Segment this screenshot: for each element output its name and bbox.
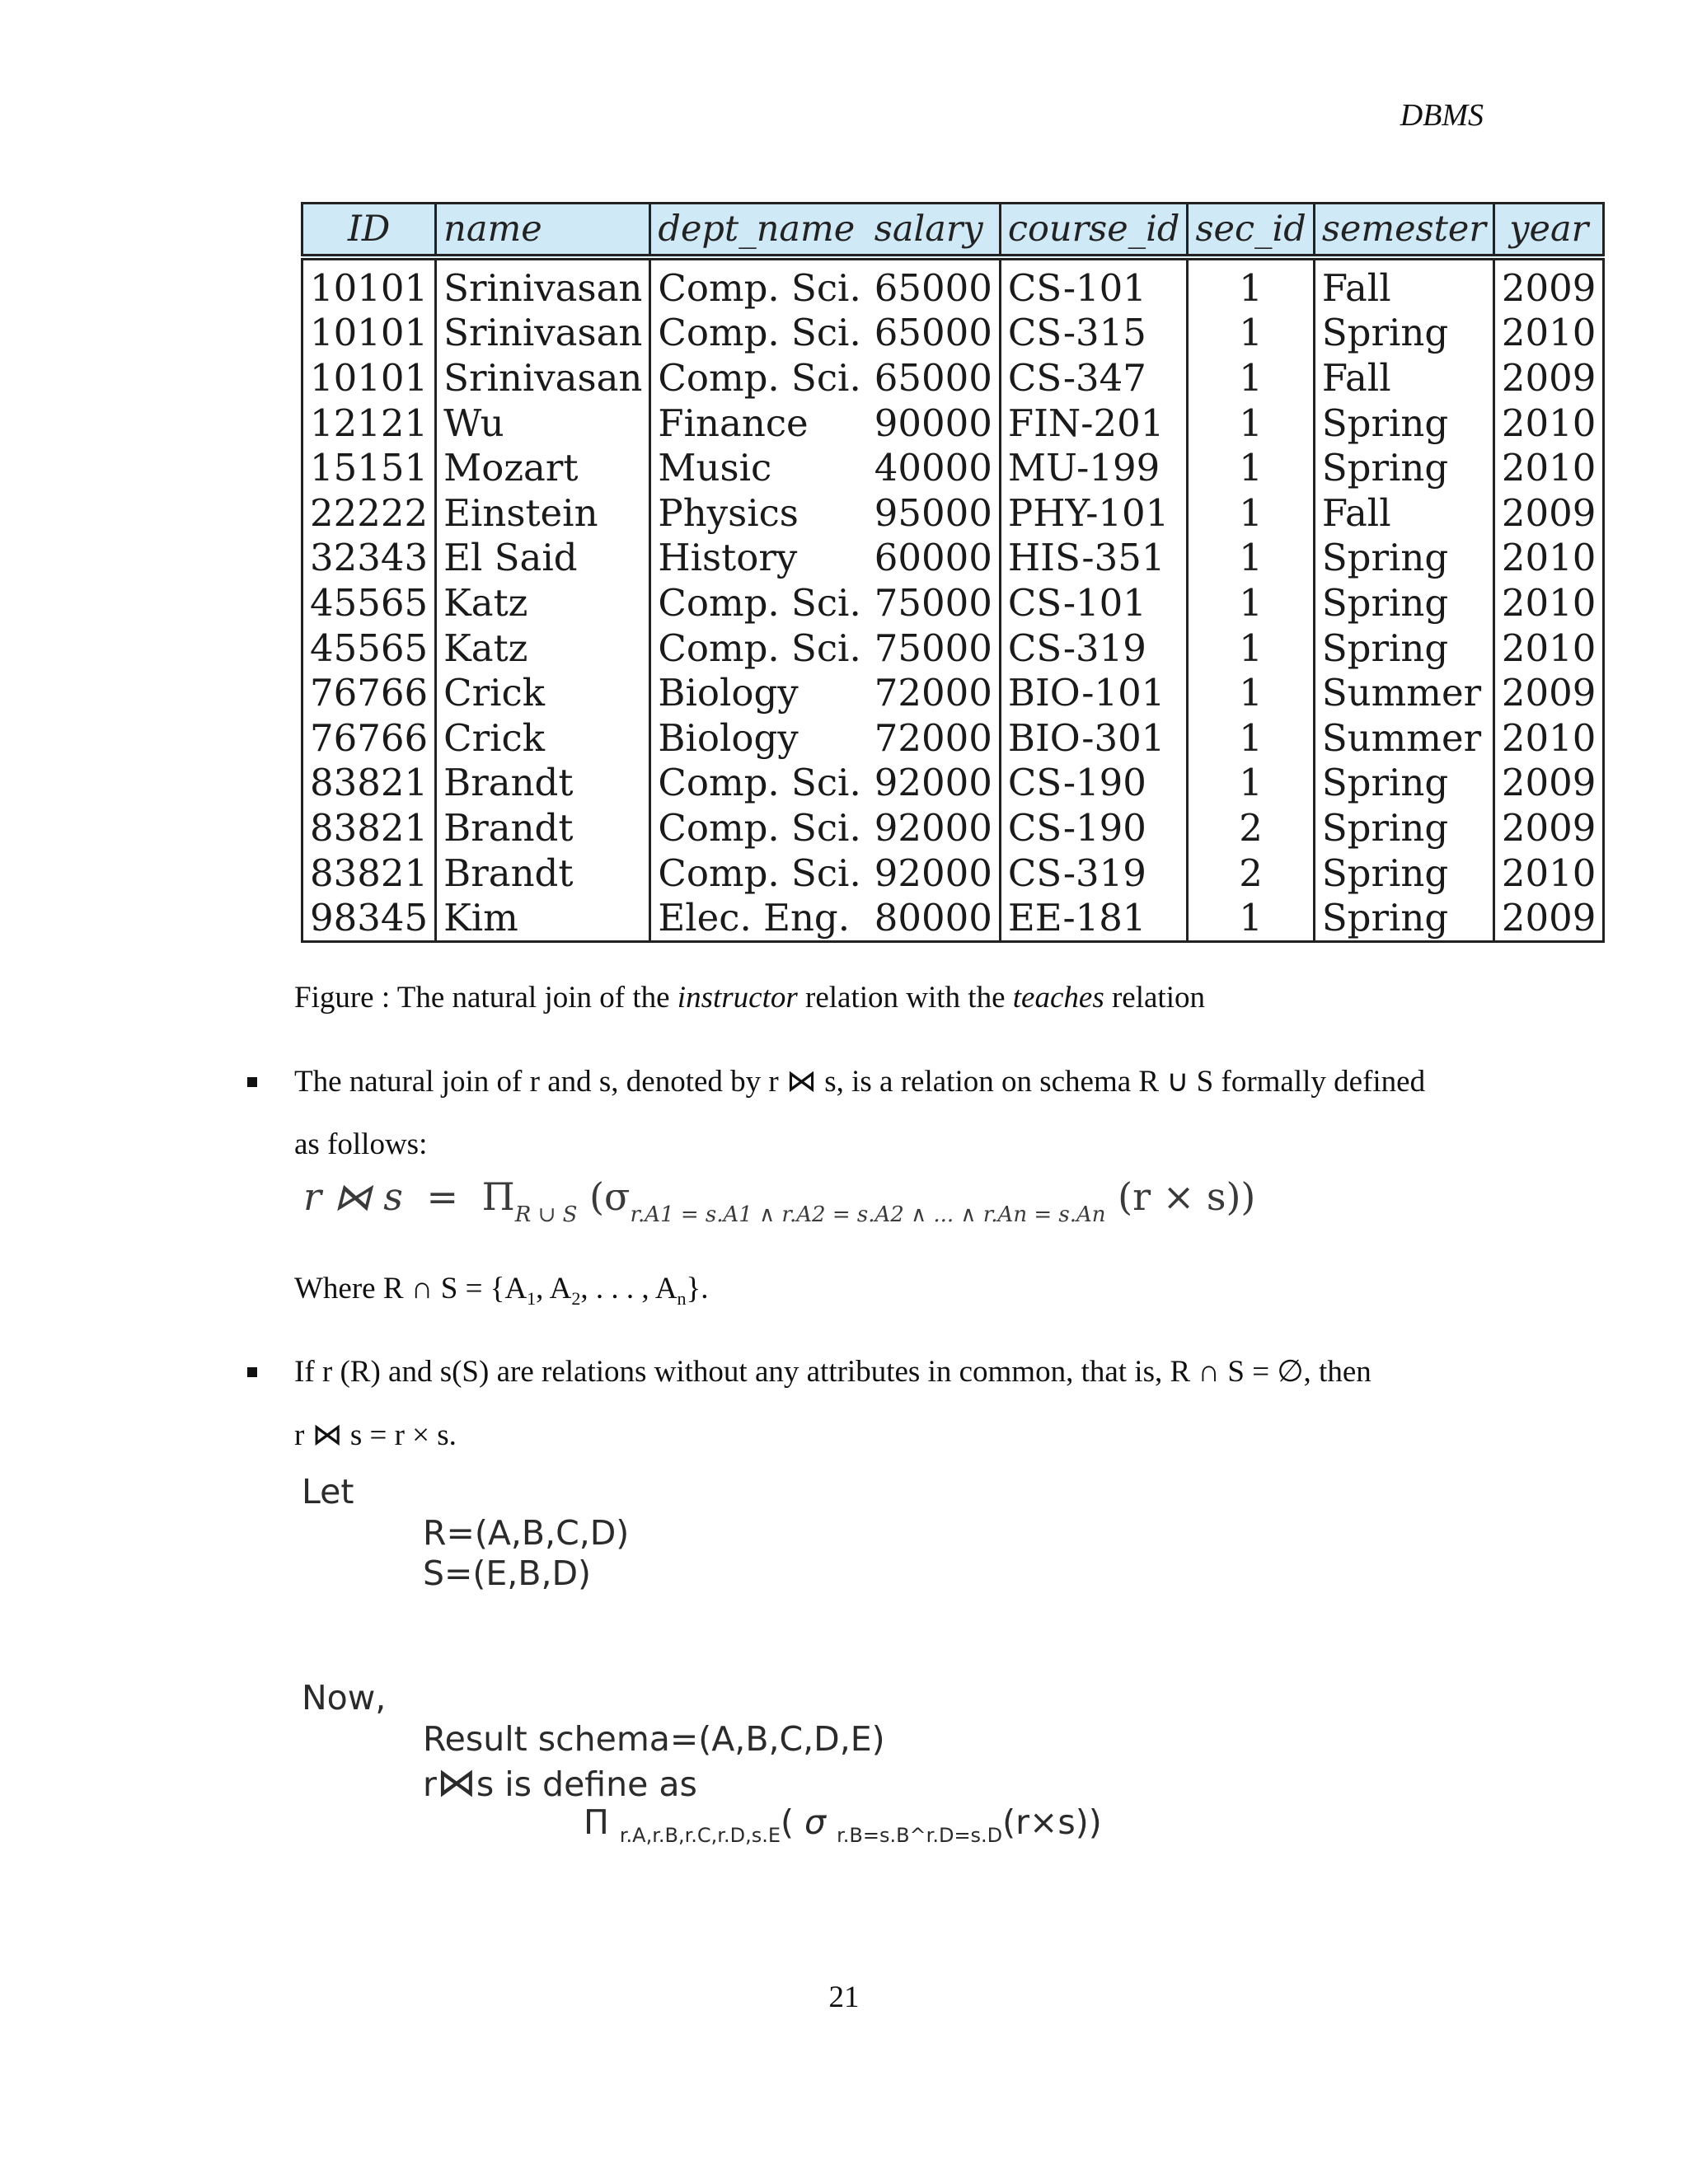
table-cell: Kim xyxy=(436,895,650,941)
example-r: r xyxy=(423,1765,437,1804)
table-cell: 1 xyxy=(1188,626,1314,671)
table-cell: 1 xyxy=(1188,445,1314,490)
table-row xyxy=(302,851,1604,896)
table-cell: Brandt xyxy=(436,761,650,806)
table-row xyxy=(302,580,1604,626)
table-cell: Comp. Sci. xyxy=(650,257,868,311)
table-row xyxy=(302,401,1604,446)
table-cell: 2009 xyxy=(1493,670,1604,715)
table-cell: Spring xyxy=(1314,536,1493,581)
caption-suffix: relation xyxy=(1104,981,1205,1015)
table-cell: 65000 xyxy=(868,257,1001,311)
where-prefix: Where R ∩ S = {A xyxy=(294,1272,528,1305)
example-open-paren: ( xyxy=(781,1802,794,1842)
table-cell: 83821 xyxy=(302,805,436,851)
where-sub-2: 2 xyxy=(571,1288,581,1309)
table-row xyxy=(302,311,1604,356)
table-cell: 98345 xyxy=(302,895,436,941)
table-cell: Biology xyxy=(650,670,868,715)
table-cell: 83821 xyxy=(302,851,436,896)
table-cell: Spring xyxy=(1314,401,1493,446)
table-cell: El Said xyxy=(436,536,650,581)
table-cell: BIO-301 xyxy=(1000,715,1188,761)
table-cell: 95000 xyxy=(868,490,1001,536)
table-cell: 1 xyxy=(1188,257,1314,311)
col-header-salary: salary xyxy=(868,204,1001,258)
table-cell: Einstein xyxy=(436,490,650,536)
table-cell: 1 xyxy=(1188,670,1314,715)
example-now: Now, xyxy=(302,1678,387,1718)
table-cell: 2010 xyxy=(1493,580,1604,626)
table-cell: Physics xyxy=(650,490,868,536)
where-line xyxy=(294,1273,709,1308)
table-cell: Spring xyxy=(1314,580,1493,626)
table-cell: 65000 xyxy=(868,355,1001,401)
caption-middle: relation with the xyxy=(797,981,1013,1015)
table-row xyxy=(302,626,1604,671)
table-cell: CS-101 xyxy=(1000,257,1188,311)
table-cell: 1 xyxy=(1188,536,1314,581)
table-cell: 2009 xyxy=(1493,895,1604,941)
table-cell: Srinivasan xyxy=(436,257,650,311)
table-cell: BIO-101 xyxy=(1000,670,1188,715)
table-cell: 40000 xyxy=(868,445,1001,490)
table-cell: 2010 xyxy=(1493,851,1604,896)
table-cell: Crick xyxy=(436,670,650,715)
natural-join-formula xyxy=(303,1174,1255,1227)
table-cell: 10101 xyxy=(302,311,436,356)
table-cell: 45565 xyxy=(302,626,436,671)
where-sub-n: n xyxy=(677,1288,687,1309)
table-cell: 65000 xyxy=(868,311,1001,356)
col-header-id: ID xyxy=(302,204,436,258)
table-cell: Katz xyxy=(436,580,650,626)
table-cell: FIN-201 xyxy=(1000,401,1188,446)
table-cell: 83821 xyxy=(302,761,436,806)
formula-equals: = xyxy=(426,1174,459,1219)
table-cell: 75000 xyxy=(868,626,1001,671)
table-cell: Spring xyxy=(1314,895,1493,941)
col-header-dept-name: dept_name xyxy=(650,204,868,258)
table-cell: 80000 xyxy=(868,895,1001,941)
table-cell: Biology xyxy=(650,715,868,761)
formula-lhs: r ⋈ s xyxy=(303,1174,403,1219)
table-cell: 2010 xyxy=(1493,445,1604,490)
table-cell: 1 xyxy=(1188,580,1314,626)
table-cell: 2010 xyxy=(1493,536,1604,581)
table-cell: 1 xyxy=(1188,895,1314,941)
example-expression xyxy=(584,1802,1102,1847)
bullet-2-line-1: If r (R) and s(S) are relations without any attributes in common, that is, R ∩ S = ∅, then xyxy=(294,1355,1372,1389)
table-cell: 2010 xyxy=(1493,626,1604,671)
table-cell: Comp. Sci. xyxy=(650,761,868,806)
table-cell: 76766 xyxy=(302,715,436,761)
table-cell: 10101 xyxy=(302,355,436,401)
col-header-name: name xyxy=(436,204,650,258)
table-cell: 10101 xyxy=(302,257,436,311)
example-result-schema: Result schema=(A,B,C,D,E) xyxy=(423,1719,885,1759)
table-row xyxy=(302,536,1604,581)
col-header-semester: semester xyxy=(1314,204,1493,258)
table-cell: 2 xyxy=(1188,851,1314,896)
table-cell: Comp. Sci. xyxy=(650,311,868,356)
table-cell: 92000 xyxy=(868,805,1001,851)
bullet-2-marker xyxy=(247,1367,257,1377)
example-pi-sub: r.A,r.B,r.C,r.D,s.E xyxy=(619,1824,781,1847)
table-cell: 60000 xyxy=(868,536,1001,581)
table-cell: Spring xyxy=(1314,626,1493,671)
table-cell: 2010 xyxy=(1493,311,1604,356)
table-body xyxy=(302,257,1604,941)
table-cell: Brandt xyxy=(436,851,650,896)
table-cell: Fall xyxy=(1314,490,1493,536)
where-mid-1: , A xyxy=(536,1272,572,1305)
table-cell: 2009 xyxy=(1493,490,1604,536)
example-pi: Π xyxy=(584,1802,609,1842)
table-cell: 1 xyxy=(1188,401,1314,446)
table-cell: MU-199 xyxy=(1000,445,1188,490)
table-cell: 92000 xyxy=(868,761,1001,806)
table-cell: CS-190 xyxy=(1000,761,1188,806)
table-row xyxy=(302,761,1604,806)
formula-sigma: σ xyxy=(604,1174,631,1219)
join-symbol-icon: ⋈ xyxy=(436,1760,476,1806)
example-define-text: s is define as xyxy=(476,1765,697,1804)
table-row xyxy=(302,355,1604,401)
table-cell: 1 xyxy=(1188,490,1314,536)
table-cell: Spring xyxy=(1314,761,1493,806)
formula-args: (r × s)) xyxy=(1118,1174,1256,1219)
table-cell: Spring xyxy=(1314,851,1493,896)
table-cell: Summer xyxy=(1314,715,1493,761)
table-cell: Srinivasan xyxy=(436,311,650,356)
bullet-1-line-1: The natural join of r and s, denoted by r ⋈ s, is a relation on schema R ∪ S formally defined xyxy=(294,1065,1426,1099)
where-mid-2: , . . . , A xyxy=(580,1272,678,1305)
caption-instructor: instructor xyxy=(677,981,798,1015)
table-cell: CS-319 xyxy=(1000,626,1188,671)
col-header-sec-id: sec_id xyxy=(1188,204,1314,258)
header-title: DBMS xyxy=(1400,98,1484,133)
table-cell: Srinivasan xyxy=(436,355,650,401)
table-cell: Fall xyxy=(1314,355,1493,401)
table-cell: 2009 xyxy=(1493,805,1604,851)
table-cell: CS-347 xyxy=(1000,355,1188,401)
table-cell: Comp. Sci. xyxy=(650,626,868,671)
table-cell: History xyxy=(650,536,868,581)
caption-teaches: teaches xyxy=(1012,981,1104,1015)
table-cell: 2009 xyxy=(1493,257,1604,311)
table-cell: 1 xyxy=(1188,311,1314,356)
table-cell: 22222 xyxy=(302,490,436,536)
page-number: 21 xyxy=(828,1980,860,2014)
table-cell: Crick xyxy=(436,715,650,761)
bullet-2-line-2: r ⋈ s = r × s. xyxy=(294,1418,457,1452)
table-row xyxy=(302,670,1604,715)
table-cell: Comp. Sci. xyxy=(650,851,868,896)
table-cell: 12121 xyxy=(302,401,436,446)
table-cell: Wu xyxy=(436,401,650,446)
table-cell: Comp. Sci. xyxy=(650,580,868,626)
formula-pi: Π xyxy=(481,1174,515,1219)
table-cell: 90000 xyxy=(868,401,1001,446)
table-row xyxy=(302,895,1604,941)
table-cell: Fall xyxy=(1314,257,1493,311)
example-let: Let xyxy=(302,1472,354,1511)
table-cell: 2010 xyxy=(1493,715,1604,761)
col-header-year: year xyxy=(1493,204,1604,258)
table-cell: 76766 xyxy=(302,670,436,715)
table-cell: Comp. Sci. xyxy=(650,355,868,401)
table-cell: 92000 xyxy=(868,851,1001,896)
table-cell: Mozart xyxy=(436,445,650,490)
table-cell: Comp. Sci. xyxy=(650,805,868,851)
where-sub-1: 1 xyxy=(527,1288,537,1309)
table-cell: 45565 xyxy=(302,580,436,626)
table-cell: Elec. Eng. xyxy=(650,895,868,941)
example-define-line xyxy=(423,1760,697,1806)
table-row xyxy=(302,257,1604,311)
bullet-1-marker xyxy=(247,1077,257,1087)
table-cell: 32343 xyxy=(302,536,436,581)
table-cell: 72000 xyxy=(868,670,1001,715)
table-cell: 2 xyxy=(1188,805,1314,851)
table-header-row xyxy=(302,204,1604,258)
example-args: (r×s)) xyxy=(1002,1802,1102,1842)
table-cell: Katz xyxy=(436,626,650,671)
table-cell: Summer xyxy=(1314,670,1493,715)
table-cell: Brandt xyxy=(436,805,650,851)
table-cell: Spring xyxy=(1314,445,1493,490)
table-cell: CS-319 xyxy=(1000,851,1188,896)
table-cell: 72000 xyxy=(868,715,1001,761)
table-cell: 15151 xyxy=(302,445,436,490)
table-cell: Spring xyxy=(1314,805,1493,851)
where-suffix: }. xyxy=(686,1272,709,1305)
table-cell: 2010 xyxy=(1493,401,1604,446)
table-cell: 1 xyxy=(1188,761,1314,806)
example-r-schema: R=(A,B,C,D) xyxy=(423,1513,630,1553)
table-cell: CS-101 xyxy=(1000,580,1188,626)
bullet-1-line-2: as follows: xyxy=(294,1127,428,1161)
table-cell: 1 xyxy=(1188,715,1314,761)
natural-join-table xyxy=(301,202,1605,943)
table-cell: PHY-101 xyxy=(1000,490,1188,536)
example-s-schema: S=(E,B,D) xyxy=(423,1554,592,1593)
table-cell: 75000 xyxy=(868,580,1001,626)
caption-prefix: Figure : The natural join of the xyxy=(294,981,678,1015)
table-cell: Music xyxy=(650,445,868,490)
table-cell: CS-315 xyxy=(1000,311,1188,356)
table-row xyxy=(302,805,1604,851)
table-cell: Finance xyxy=(650,401,868,446)
formula-pi-sub: R ∪ S xyxy=(514,1202,578,1227)
formula-open-paren: ( xyxy=(589,1174,605,1219)
figure-caption xyxy=(294,982,1205,1013)
table-cell: Spring xyxy=(1314,311,1493,356)
table-row xyxy=(302,490,1604,536)
formula-sigma-sub: r.A1 = s.A1 ∧ r.A2 = s.A2 ∧ ... ∧ r.An = s.An xyxy=(630,1202,1106,1227)
example-sigma-sub: r.B=s.B^r.D=s.D xyxy=(837,1824,1003,1847)
table-cell: EE-181 xyxy=(1000,895,1188,941)
col-header-course-id: course_id xyxy=(1000,204,1188,258)
table-cell: 2009 xyxy=(1493,761,1604,806)
table-cell: 1 xyxy=(1188,355,1314,401)
table-cell: CS-190 xyxy=(1000,805,1188,851)
example-sigma: σ xyxy=(804,1802,827,1842)
table-cell: 2009 xyxy=(1493,355,1604,401)
table-cell: HIS-351 xyxy=(1000,536,1188,581)
table-row xyxy=(302,715,1604,761)
table-row xyxy=(302,445,1604,490)
